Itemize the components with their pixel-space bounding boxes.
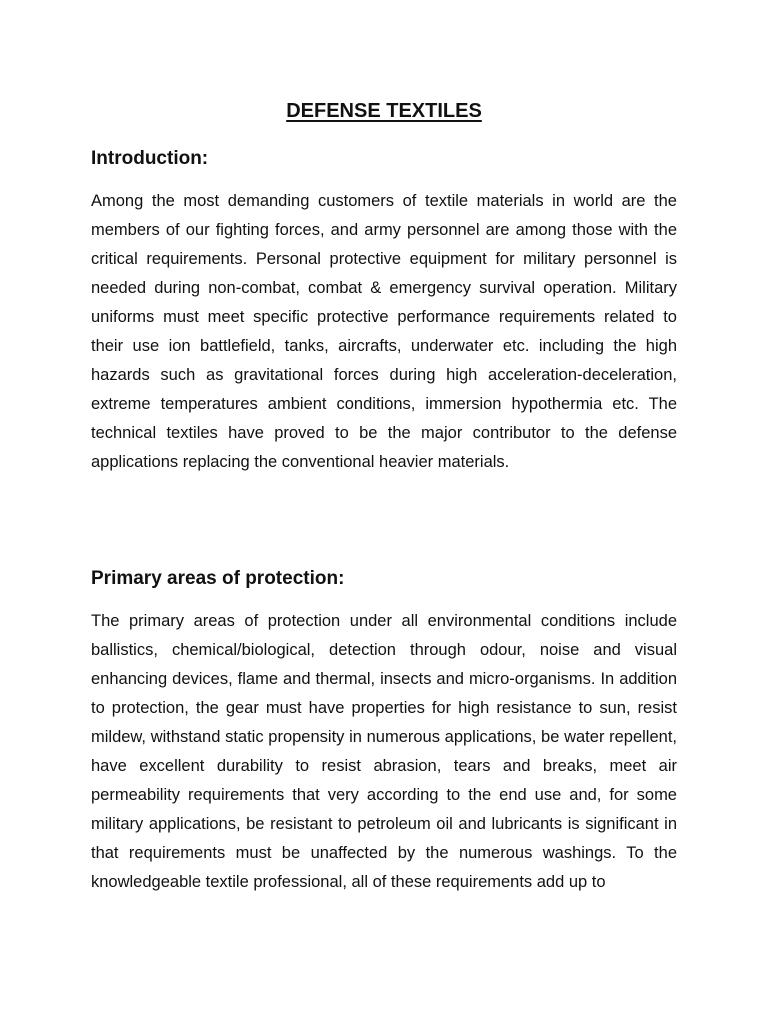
primary-areas-heading: Primary areas of protection: [91,568,345,589]
document-title: DEFENSE TEXTILES [286,100,482,122]
introduction-heading: Introduction: [91,148,209,169]
introduction-paragraph: Among the most demanding customers of textile materials in world are the members of our fighting forces, and army personnel are among those with the critical requirements. Personal protective equipment for military personnel is needed during non-combat, combat & emergency survival operation. Military uniforms must meet specific protective performance requirements related to their use ion battlefield, tanks, aircrafts, underwater etc. including the high hazards such as gravitational forces during high acceleration-deceleration, extreme temperatures ambient conditions, immersion hypothermia etc. The technical textiles have proved to be the major contributor to the defense applications replacing the conventional heavier materials. [91,192,677,471]
primary-areas-paragraph: The primary areas of protection under all environmental conditions include ballistics, chemical/biological, detection through odour, noise and visual enhancing devices, flame and thermal, insects and micro-organisms. In addition to protection, the gear must have properties for high resistance to sun, resist mildew, withstand static propensity in numerous applications, be water repellent, have excellent durability to resist abrasion, tears and breaks, meet air permeability requirements that very according to the end use and, for some military applications, be resistant to petroleum oil and lubricants is significant in that requirements must be unaffected by the numerous washings. To the knowledgeable textile professional, all of these requirements add up to [91,612,677,891]
